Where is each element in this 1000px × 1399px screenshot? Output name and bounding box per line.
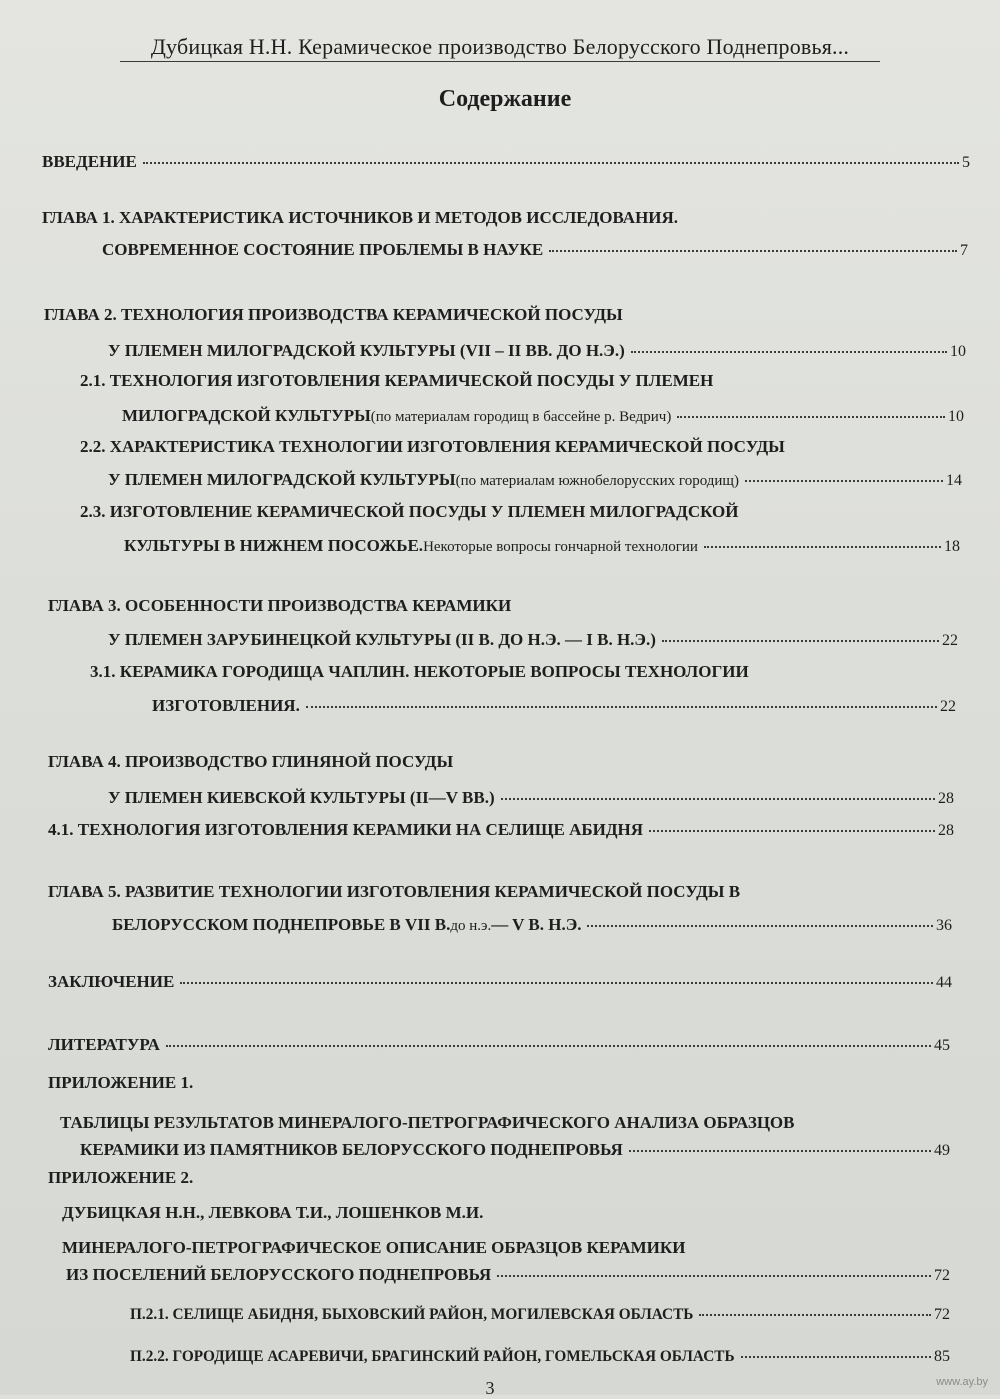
- toc-entry-title-cont: — V В. Н.Э.: [491, 915, 582, 934]
- toc-entry: [130, 1306, 950, 1324]
- toc-entry: [66, 1265, 950, 1285]
- toc-heading-line: [48, 882, 740, 902]
- toc-entry-title: У ПЛЕМЕН КИЕВСКОЙ КУЛЬТУРЫ (II—V ВВ.): [108, 788, 495, 807]
- leader-dots: [587, 925, 933, 927]
- toc-heading-line: [62, 1203, 483, 1223]
- toc-page-number: 44: [936, 974, 952, 991]
- toc-heading-line: [42, 208, 678, 228]
- page-title: Содержание: [438, 86, 572, 112]
- toc-page-number: 49: [934, 1142, 950, 1159]
- toc-entry-title: ГЛАВА 1. ХАРАКТЕРИСТИКА ИСТОЧНИКОВ И МЕТОДОВ ИССЛЕДОВАНИЯ.: [42, 208, 679, 227]
- toc-entry-title: ДУБИЦКАЯ Н.Н., ЛЕВКОВА Т.И., ЛОШЕНКОВ М.И.: [62, 1203, 484, 1222]
- leader-dots: [143, 162, 959, 164]
- toc-entry: [130, 1348, 950, 1366]
- toc-page-number: 36: [936, 917, 952, 934]
- page-number: 3: [485, 1378, 495, 1398]
- toc-entry-title: 2.1. ТЕХНОЛОГИЯ ИЗГОТОВЛЕНИЯ КЕРАМИЧЕСКОЙ ПОСУДЫ У ПЛЕМЕН: [80, 371, 714, 390]
- toc-page-number: 22: [940, 698, 956, 715]
- toc-entry-title: ПРИЛОЖЕНИЕ 2.: [48, 1168, 194, 1187]
- toc-entry: [48, 820, 954, 840]
- toc-entry-title: МИЛОГРАДСКОЙ КУЛЬТУРЫ: [122, 406, 371, 425]
- toc-entry-title: ТАБЛИЦЫ РЕЗУЛЬТАТОВ МИНЕРАЛОГО-ПЕТРОГРАФИЧЕСКОГО АНАЛИЗА ОБРАЗЦОВ: [60, 1113, 795, 1132]
- toc-page-number: 10: [948, 408, 964, 425]
- toc-entry: [108, 788, 954, 808]
- toc-page-number: 22: [942, 632, 958, 649]
- leader-dots: [649, 830, 935, 832]
- toc-entry: [108, 630, 958, 650]
- toc-page-number: 72: [934, 1267, 950, 1284]
- toc-entry-note: (по материалам южнобелорусских городищ): [455, 473, 739, 489]
- watermark: www.ay.by: [936, 1376, 988, 1388]
- toc-entry: [42, 152, 970, 172]
- toc-page-number: 72: [934, 1306, 950, 1323]
- toc-entry-title: ВВЕДЕНИЕ: [42, 152, 137, 171]
- toc-heading-line: [48, 596, 511, 616]
- leader-dots: [704, 546, 941, 548]
- toc-entry: [122, 406, 964, 426]
- toc-entry-note: Некоторые вопросы гончарной технологии: [423, 539, 698, 555]
- toc-entry-title: У ПЛЕМЕН МИЛОГРАДСКОЙ КУЛЬТУРЫ: [108, 470, 456, 489]
- toc-page-number: 85: [934, 1348, 950, 1365]
- toc-entry-title: У ПЛЕМЕН МИЛОГРАДСКОЙ КУЛЬТУРЫ (VII – II ВВ. ДО Н.Э.): [108, 341, 625, 360]
- leader-dots: [741, 1356, 931, 1358]
- toc-page-number: 18: [944, 538, 960, 555]
- toc-entry: [48, 972, 952, 992]
- toc-entry-title: ГЛАВА 2. ТЕХНОЛОГИЯ ПРОИЗВОДСТВА КЕРАМИЧЕСКОЙ ПОСУДЫ: [44, 305, 623, 324]
- toc-entry-title: П.2.2. ГОРОДИЩЕ АСАРЕВИЧИ, БРАГИНСКИЙ РАЙОН, ГОМЕЛЬСКАЯ ОБЛАСТЬ: [130, 1348, 735, 1365]
- toc-entry-title: ЗАКЛЮЧЕНИЕ: [48, 972, 175, 991]
- toc-entry: [48, 1035, 950, 1055]
- toc-entry-title: 3.1. КЕРАМИКА ГОРОДИЩА ЧАПЛИН. НЕКОТОРЫЕ ВОПРОСЫ ТЕХНОЛОГИИ: [90, 662, 749, 681]
- toc-entry-title: ГЛАВА 4. ПРОИЗВОДСТВО ГЛИНЯНОЙ ПОСУДЫ: [48, 752, 454, 771]
- toc-page-number: 45: [934, 1037, 950, 1054]
- toc-entry: [108, 470, 962, 490]
- toc-page-number: 28: [938, 822, 954, 839]
- leader-dots: [629, 1150, 931, 1152]
- toc-heading-line: [80, 371, 713, 391]
- toc-entry: [102, 240, 968, 260]
- toc-entry-title: КУЛЬТУРЫ В НИЖНЕМ ПОСОЖЬЕ.: [124, 536, 424, 555]
- toc-entry-title: ГЛАВА 5. РАЗВИТИЕ ТЕХНОЛОГИИ ИЗГОТОВЛЕНИЯ КЕРАМИЧЕСКОЙ ПОСУДЫ В: [48, 882, 741, 901]
- leader-dots: [180, 982, 933, 984]
- toc-entry-title: СОВРЕМЕННОЕ СОСТОЯНИЕ ПРОБЛЕМЫ В НАУКЕ: [102, 240, 544, 259]
- toc-entry-title: ПРИЛОЖЕНИЕ 1.: [48, 1073, 194, 1092]
- toc-entry: [152, 696, 956, 716]
- toc-page-number: 10: [950, 343, 966, 360]
- toc-entry: [108, 341, 966, 361]
- toc-page-number: 28: [938, 790, 954, 807]
- leader-dots: [662, 640, 939, 642]
- toc-entry-title: У ПЛЕМЕН ЗАРУБИНЕЦКОЙ КУЛЬТУРЫ (II В. ДО Н.Э. — I В. Н.Э.): [108, 630, 656, 649]
- toc-entry-title: ИЗГОТОВЛЕНИЯ.: [152, 696, 300, 715]
- toc-heading-line: [80, 437, 785, 457]
- toc-entry-title: МИНЕРАЛОГО-ПЕТРОГРАФИЧЕСКОЕ ОПИСАНИЕ ОБРАЗЦОВ КЕРАМИКИ: [62, 1238, 686, 1257]
- toc-entry-title: П.2.1. СЕЛИЩЕ АБИДНЯ, БЫХОВСКИЙ РАЙОН, МОГИЛЕВСКАЯ ОБЛАСТЬ: [130, 1306, 694, 1323]
- toc-heading-line: [60, 1113, 794, 1133]
- leader-dots: [699, 1314, 931, 1316]
- toc-entry-title: 2.3. ИЗГОТОВЛЕНИЕ КЕРАМИЧЕСКОЙ ПОСУДЫ У ПЛЕМЕН МИЛОГРАДСКОЙ: [80, 502, 739, 521]
- toc-entry-title: 4.1. ТЕХНОЛОГИЯ ИЗГОТОВЛЕНИЯ КЕРАМИКИ НА СЕЛИЩЕ АБИДНЯ: [48, 820, 644, 839]
- toc-page-number: 7: [960, 242, 968, 259]
- toc-entry: [80, 1140, 950, 1160]
- toc-entry-title: 2.2. ХАРАКТЕРИСТИКА ТЕХНОЛОГИИ ИЗГОТОВЛЕНИЯ КЕРАМИЧЕСКОЙ ПОСУДЫ: [80, 437, 785, 456]
- toc-heading-line: [62, 1238, 685, 1258]
- running-header: [0, 34, 1000, 62]
- toc-heading-line: [48, 1168, 193, 1188]
- toc-heading-line: [48, 1073, 193, 1093]
- toc-entry-title: ГЛАВА 3. ОСОБЕННОСТИ ПРОИЗВОДСТВА КЕРАМИКИ: [48, 596, 512, 615]
- leader-dots: [497, 1275, 931, 1277]
- toc-entry-title: ЛИТЕРАТУРА: [48, 1035, 160, 1054]
- toc-page-number: 5: [962, 154, 970, 171]
- toc-heading-line: [90, 662, 749, 682]
- toc-entry: [124, 536, 960, 556]
- toc-entry-note: до н.э.: [450, 918, 492, 934]
- toc-entry-title: КЕРАМИКИ ИЗ ПАМЯТНИКОВ БЕЛОРУССКОГО ПОДНЕПРОВЬЯ: [80, 1140, 623, 1159]
- header-rule: [120, 61, 880, 62]
- running-title: Дубицкая Н.Н. Керамическое производство Белорусского Поднепровья...: [150, 34, 850, 59]
- leader-dots: [745, 480, 943, 482]
- toc-heading-line: [48, 752, 453, 772]
- toc-heading-line: [44, 305, 623, 325]
- leader-dots: [166, 1045, 931, 1047]
- toc-entry-title: БЕЛОРУССКОМ ПОДНЕПРОВЬЕ В VII В.: [112, 915, 451, 934]
- toc-entry: [112, 915, 952, 935]
- leader-dots: [549, 250, 957, 252]
- leader-dots: [501, 798, 935, 800]
- leader-dots: [677, 416, 945, 418]
- toc-heading-line: [80, 502, 738, 522]
- toc-entry-note: (по материалам городищ в бассейне р. Ведрич): [370, 409, 672, 425]
- leader-dots: [631, 351, 947, 353]
- leader-dots: [306, 706, 937, 708]
- toc-entry-title: ИЗ ПОСЕЛЕНИЙ БЕЛОРУССКОГО ПОДНЕПРОВЬЯ: [66, 1265, 492, 1284]
- toc-page-number: 14: [946, 472, 962, 489]
